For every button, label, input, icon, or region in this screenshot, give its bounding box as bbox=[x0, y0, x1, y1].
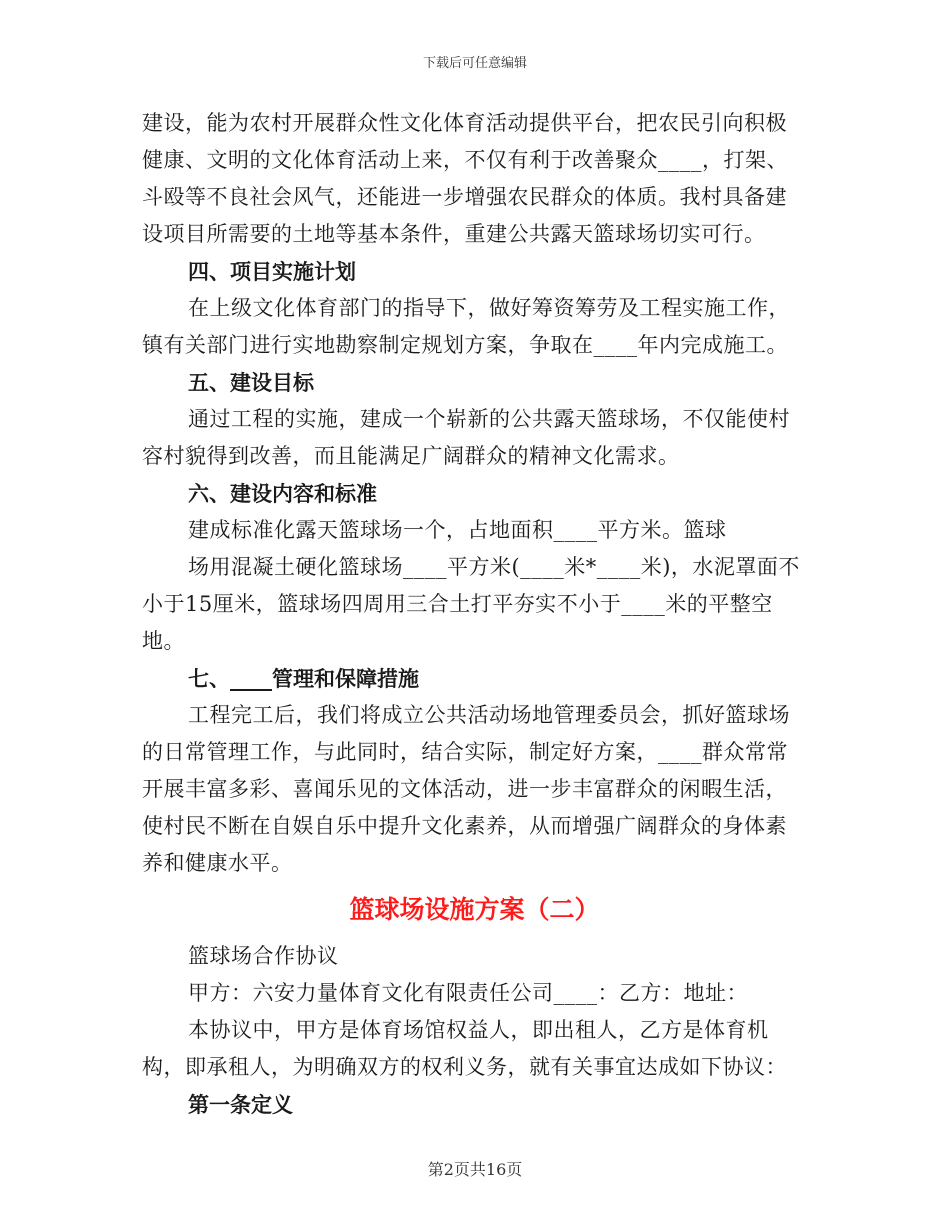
paragraph: 通过工程的实施，建成一个崭新的公共露天篮球场，不仅能使村容村貌得到改善，而且能满足广阔群众的精神文化需求。 bbox=[142, 407, 790, 468]
paragraph: 工程完工后，我们将成立公共活动场地管理委员会，抓好篮球场的日常管理工作，与此同时，结合实际，制定好方案，____群众常常开展丰富多彩、喜闻乐见的文体活动，进一步丰富群众的闲暇生活，使村民不断在自娱自乐中提升文化素养，从而增强广阔群众的身体素养和健康水平。 bbox=[142, 703, 790, 875]
section-heading: 五、建设目标 bbox=[188, 370, 314, 395]
document-body bbox=[142, 105, 807, 1123]
page-header: 下载后可任意编辑 bbox=[422, 56, 527, 71]
paragraph: 篮球场合作协议 bbox=[188, 944, 339, 968]
paragraph: 甲方：六安力量体育文化有限责任公司____：乙方：地址： bbox=[188, 981, 748, 1005]
section-heading: 第一条定义 bbox=[188, 1092, 293, 1117]
section-heading: 四、项目实施计划 bbox=[188, 259, 356, 284]
document-title: 篮球场设施方案（二） bbox=[349, 895, 600, 924]
paragraph: 场用混凝土硬化篮球场____平方米(____米*____米)，水泥罩面不小于15厘米，篮球场四周用三合土打平夯实不小于____米的平整空地。 bbox=[142, 555, 800, 653]
paragraph: 建成标准化露天篮球场一个，占地面积____平方米。篮球 bbox=[188, 518, 727, 542]
section-heading: 七、____管理和保障措施 bbox=[188, 666, 419, 691]
paragraph: 建设，能为农村开展群众性文化体育活动提供平台，把农民引向积极健康、文明的文化体育活动上来，不仅有利于改善聚众____，打架、斗殴等不良社会风气，还能进一步增强农民群众的体质。我村具备建设项目所需要的土地等基本条件，重建公共露天篮球场切实可行。 bbox=[142, 111, 788, 246]
section-heading: 六、建设内容和标准 bbox=[188, 481, 377, 506]
page-footer: 第2页共16页 bbox=[427, 1160, 523, 1179]
paragraph: 在上级文化体育部门的指导下，做好筹资筹劳及工程实施工作，镇有关部门进行实地勘察制定规划方案，争取在____年内完成施工。 bbox=[142, 296, 790, 357]
paragraph: 本协议中，甲方是体育场馆权益人，即出租人，乙方是体育机构，即承租人，为明确双方的权利义务，就有关事宜达成如下协议： bbox=[142, 1018, 787, 1079]
